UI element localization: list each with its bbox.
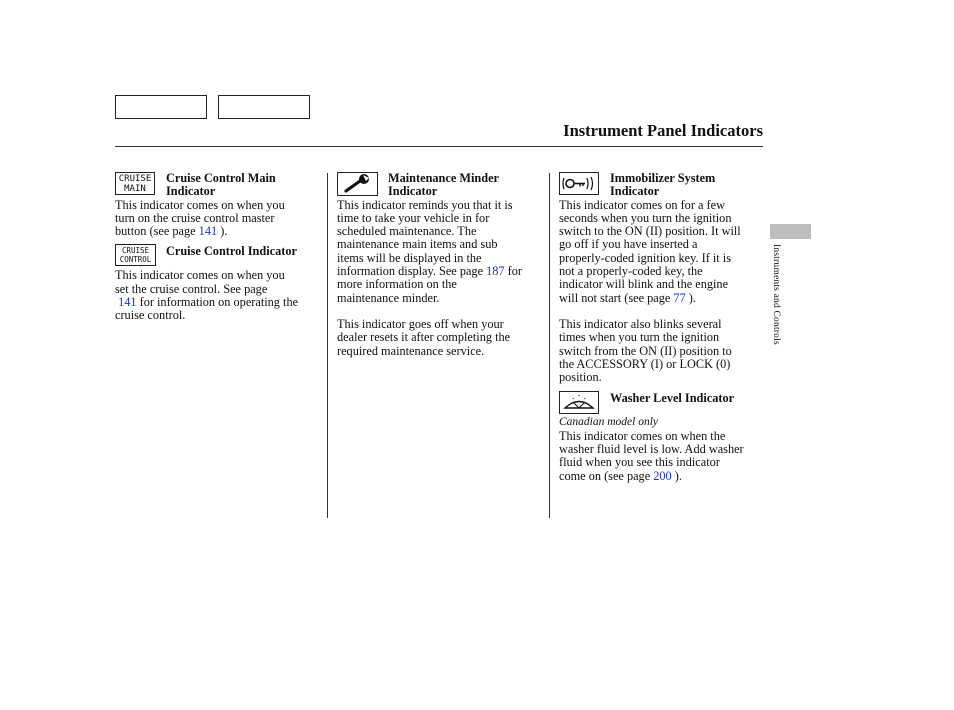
page-link-187[interactable]: 187 (486, 264, 505, 279)
cruise-main-heading: CRUISE MAIN Cruise Control Main Indicator (115, 172, 320, 199)
page-title: Instrument Panel Indicators (563, 121, 763, 140)
header-divider (115, 146, 763, 147)
wrench-icon (337, 172, 378, 196)
column-divider (327, 173, 328, 518)
page-link-77[interactable]: 77 (673, 290, 686, 305)
washer-fluid-icon (559, 391, 599, 414)
key-icon (559, 172, 599, 195)
section-label: Instruments and Controls (771, 244, 781, 345)
cruise-control-heading: CRUISE CONTROL Cruise Control Indicator (115, 244, 320, 266)
cruise-main-icon: CRUISE MAIN (115, 172, 155, 195)
immobilizer-heading: Immobilizer System Indicator (559, 172, 769, 199)
page-link-200[interactable]: 200 (653, 468, 672, 483)
index-button[interactable] (218, 95, 310, 119)
cruise-control-icon: CRUISE CONTROL (115, 244, 156, 266)
page-link-141[interactable]: 141 (198, 224, 218, 239)
section-tab (770, 224, 811, 239)
column-maintenance: Maintenance Minder Indicator This indicator reminds you that it is time to take your vehicle in for scheduled maintenance. The maintenance main items and sub items will be displayed in the information display. See page 187 for more information on the maintenance minder. This indicator goes off when your dealer resets it after completing the required maintenance service. (337, 172, 542, 358)
column-cruise: CRUISE MAIN Cruise Control Main Indicator This indicator comes on when you turn on the cruise control master button (see page 141 ). CRUISE CONTROL Cruise Control Indicator This indicator comes on when you set the cruise control. See page 141 for information on operating the cruise control. (115, 172, 320, 323)
column-immobilizer: Immobilizer System Indicator This indicator comes on for a few seconds when you turn the ignition switch to the ON (II) position. It will go off if you have inserted a properly-coded ignition key. If it is not a properly-coded key, the indicator will blink and the engine will not start (see page 77 ). This indicator also blinks several times when you turn the ignition switch from the ON (II) position to the ACCESSORY (I) or LOCK (0) position. Washer Level Indicator Canadian model only This indicator comes on when the washer fluid level is low. Add washer fluid when you see this indicator come on (see page 200 ). (559, 172, 769, 483)
washer-heading: Washer Level Indicator (559, 391, 769, 414)
page-link-141-b[interactable]: 141 (118, 295, 137, 310)
column-divider (549, 173, 550, 518)
main-menu-button[interactable] (115, 95, 207, 119)
maintenance-heading: Maintenance Minder Indicator (337, 172, 542, 199)
